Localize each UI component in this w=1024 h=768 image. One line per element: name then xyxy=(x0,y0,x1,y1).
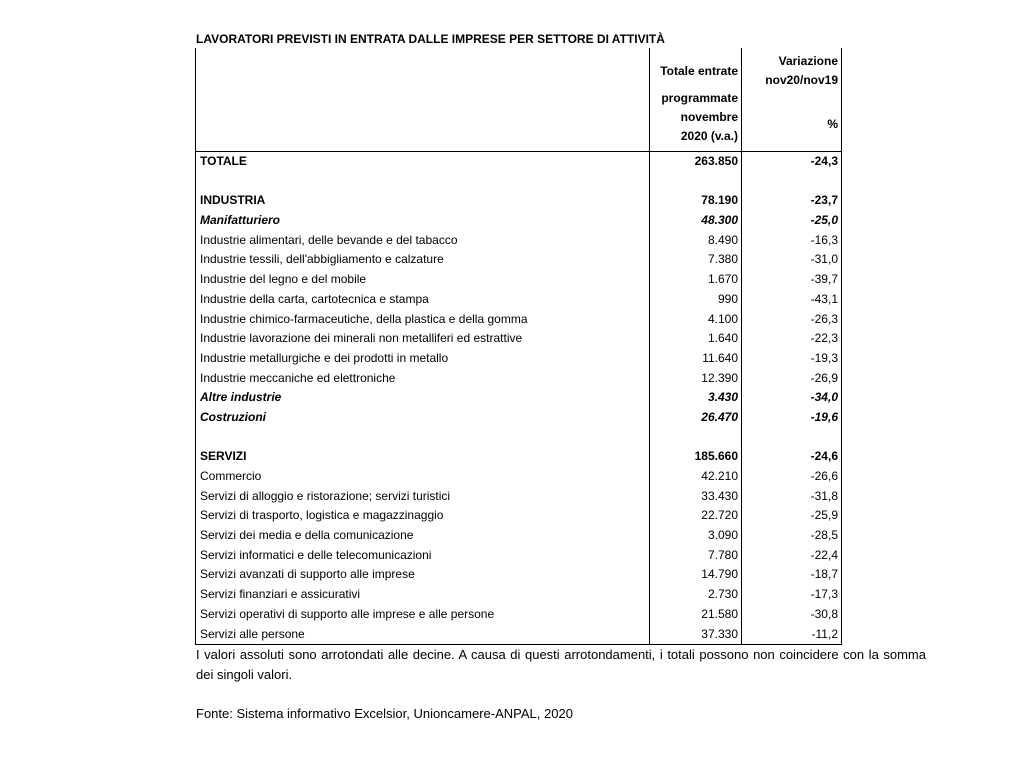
table-row xyxy=(195,191,842,211)
row-change-value: -25,0 xyxy=(742,211,842,231)
header-change-period: nov20/nov19 xyxy=(765,73,838,87)
row-change-value: -24,3 xyxy=(742,152,842,172)
row-change-value: -11,2 xyxy=(742,625,842,645)
row-label xyxy=(195,428,650,448)
table-row xyxy=(195,585,842,605)
row-total-value: 8.490 xyxy=(650,231,742,251)
row-total-value: 185.660 xyxy=(650,447,742,467)
row-change-value: -19,6 xyxy=(742,408,842,428)
row-total-value: 990 xyxy=(650,290,742,310)
table-row xyxy=(195,310,842,330)
row-label: Servizi operativi di supporto alle imprese e alle persone xyxy=(195,605,650,625)
row-total-value xyxy=(650,172,742,192)
row-change-value: -43,1 xyxy=(742,290,842,310)
row-label: Servizi finanziari e assicurativi xyxy=(195,585,650,605)
row-change-value xyxy=(742,428,842,448)
header-total-column xyxy=(650,48,742,151)
header-change-column xyxy=(742,48,842,151)
row-label: Industrie meccaniche ed elettroniche xyxy=(195,369,650,389)
row-change-value: -25,9 xyxy=(742,506,842,526)
table-row xyxy=(195,408,842,428)
row-label: Altre industrie xyxy=(195,388,650,408)
row-label: Industrie della carta, cartotecnica e stampa xyxy=(195,290,650,310)
row-change-value: -34,0 xyxy=(742,388,842,408)
table-row xyxy=(195,605,842,625)
header-total-sub1: programmate xyxy=(661,91,738,105)
row-label: Manifatturiero xyxy=(195,211,650,231)
row-total-value xyxy=(650,428,742,448)
header-change-unit: % xyxy=(827,117,838,131)
row-total-value: 4.100 xyxy=(650,310,742,330)
row-label: Servizi di trasporto, logistica e magazzinaggio xyxy=(195,506,650,526)
header-label-column xyxy=(195,48,650,151)
table-row xyxy=(195,231,842,251)
row-total-value: 1.670 xyxy=(650,270,742,290)
row-label: Industrie lavorazione dei minerali non metalliferi ed estrattive xyxy=(195,329,650,349)
row-label: Industrie tessili, dell'abbigliamento e calzature xyxy=(195,250,650,270)
table-row xyxy=(195,211,842,231)
header-total-title: Totale entrate xyxy=(660,64,738,78)
row-label: SERVIZI xyxy=(195,447,650,467)
row-label xyxy=(195,172,650,192)
spacer-row xyxy=(195,428,842,448)
row-total-value: 48.300 xyxy=(650,211,742,231)
row-label: INDUSTRIA xyxy=(195,191,650,211)
header-total-sub3: 2020 (v.a.) xyxy=(680,129,738,143)
row-total-value: 11.640 xyxy=(650,349,742,369)
header-change-title: Variazione xyxy=(778,54,838,68)
row-total-value: 263.850 xyxy=(650,152,742,172)
row-total-value: 42.210 xyxy=(650,467,742,487)
row-label: Industrie alimentari, delle bevande e del tabacco xyxy=(195,231,650,251)
table-row xyxy=(195,447,842,467)
row-change-value: -31,0 xyxy=(742,250,842,270)
row-label: Servizi di alloggio e ristorazione; servizi turistici xyxy=(195,487,650,507)
row-change-value: -39,7 xyxy=(742,270,842,290)
table-row xyxy=(195,467,842,487)
row-change-value: -31,8 xyxy=(742,487,842,507)
row-total-value: 2.730 xyxy=(650,585,742,605)
row-label: Commercio xyxy=(195,467,650,487)
row-total-value: 22.720 xyxy=(650,506,742,526)
table-row xyxy=(195,565,842,585)
row-total-value: 26.470 xyxy=(650,408,742,428)
row-total-value: 3.430 xyxy=(650,388,742,408)
row-change-value: -28,5 xyxy=(742,526,842,546)
row-label: Servizi dei media e della comunicazione xyxy=(195,526,650,546)
table-row xyxy=(195,625,842,645)
table-row xyxy=(195,270,842,290)
footnote: I valori assoluti sono arrotondati alle decine. A causa di questi arrotondamenti, i totali possono non coincidere con la somma dei singoli valori. xyxy=(196,647,926,682)
row-label: Servizi alle persone xyxy=(195,625,650,645)
row-change-value: -18,7 xyxy=(742,565,842,585)
row-total-value: 7.780 xyxy=(650,546,742,566)
row-total-value: 12.390 xyxy=(650,369,742,389)
row-total-value: 78.190 xyxy=(650,191,742,211)
table-row xyxy=(195,526,842,546)
row-total-value: 1.640 xyxy=(650,329,742,349)
table-row xyxy=(195,250,842,270)
row-change-value xyxy=(742,172,842,192)
row-total-value: 14.790 xyxy=(650,565,742,585)
table-row xyxy=(195,329,842,349)
row-label: Industrie metallurgiche e dei prodotti in metallo xyxy=(195,349,650,369)
table-row xyxy=(195,506,842,526)
row-change-value: -26,3 xyxy=(742,310,842,330)
row-change-value: -24,6 xyxy=(742,447,842,467)
table-row xyxy=(195,349,842,369)
table-row xyxy=(195,152,842,172)
table-row xyxy=(195,546,842,566)
row-label: Servizi avanzati di supporto alle imprese xyxy=(195,565,650,585)
row-total-value: 21.580 xyxy=(650,605,742,625)
row-total-value: 3.090 xyxy=(650,526,742,546)
table-title: LAVORATORI PREVISTI IN ENTRATA DALLE IMPRESE PER SETTORE DI ATTIVITÀ xyxy=(196,32,665,46)
row-label: Industrie del legno e del mobile xyxy=(195,270,650,290)
table-row xyxy=(195,388,842,408)
row-change-value: -22,4 xyxy=(742,546,842,566)
table-header xyxy=(195,48,842,152)
row-change-value: -23,7 xyxy=(742,191,842,211)
row-total-value: 7.380 xyxy=(650,250,742,270)
row-label: Industrie chimico-farmaceutiche, della plastica e della gomma xyxy=(195,310,650,330)
data-table xyxy=(195,48,842,645)
row-change-value: -26,9 xyxy=(742,369,842,389)
row-label: TOTALE xyxy=(195,152,650,172)
row-total-value: 37.330 xyxy=(650,625,742,645)
table-row xyxy=(195,487,842,507)
spacer-row xyxy=(195,172,842,192)
row-change-value: -17,3 xyxy=(742,585,842,605)
row-label: Costruzioni xyxy=(195,408,650,428)
source-line: Fonte: Sistema informativo Excelsior, Unioncamere-ANPAL, 2020 xyxy=(196,706,573,721)
row-change-value: -30,8 xyxy=(742,605,842,625)
table-row xyxy=(195,290,842,310)
row-change-value: -19,3 xyxy=(742,349,842,369)
row-change-value: -26,6 xyxy=(742,467,842,487)
row-total-value: 33.430 xyxy=(650,487,742,507)
header-total-sub2: novembre xyxy=(680,110,738,124)
row-change-value: -16,3 xyxy=(742,231,842,251)
row-change-value: -22,3 xyxy=(742,329,842,349)
table-body xyxy=(195,152,842,645)
row-label: Servizi informatici e delle telecomunicazioni xyxy=(195,546,650,566)
table-row xyxy=(195,369,842,389)
